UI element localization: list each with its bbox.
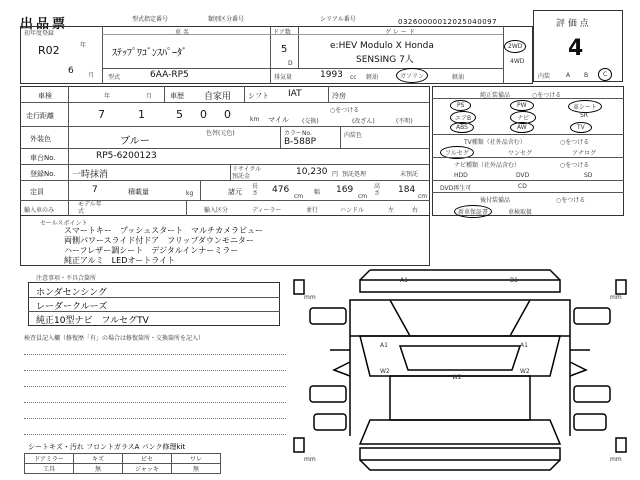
height-value: 184 [398,185,416,195]
equipment-note: ○をつける [532,92,562,99]
navi-sd: SD [584,172,593,179]
sales-point-2: 両側パワースライド付ドア フリップダウンモニター [64,236,254,245]
score-value: 4 [568,36,584,61]
equip-new-car-warranty: 新車保証書 [454,205,492,218]
height-unit: cm [418,193,428,200]
tv-type-label: TV種類（社外品含む） [464,139,526,146]
shift-value: IAT [288,89,302,99]
shaken-year: 年 [104,93,111,100]
steering-left: 左 [388,207,395,214]
fuel-option-gasoline: ガソリン [396,68,428,83]
length-label: 長さ [252,183,259,197]
recycle-amount: 10,230 [296,167,328,177]
mileage-digit-1: 7 [98,108,105,121]
meter-note: ○をつける [330,107,360,114]
equip-pw: PW [510,100,534,111]
damage-mark-front-a1: A1 [400,277,408,284]
damage-mark-right-a1: A1 [520,342,528,349]
import-parallel: 並行 [306,207,319,214]
tool-row-none-1: 無 [73,463,123,474]
mileage-label: 走行距離 [26,112,54,120]
navi-type-label: ナビ種類（社外品含む） [454,162,521,169]
door-count: 5 [281,44,288,55]
sales-points-label: セールスポイント [40,220,88,227]
navi-type-note: ○をつける [560,162,590,169]
height-label: 高さ [374,183,381,197]
chassis-number: RP5-6200123 [96,151,157,161]
capacity-label: 定員 [30,188,44,196]
recycle-status-deposited: 預託処理 [342,171,367,178]
displacement: 1993 [320,70,343,80]
tv-analog: アナログ [572,150,597,157]
color-change-label: 色替(元色) [206,130,235,137]
damage-mark-right-w2: W2 [520,368,530,375]
meter-label: マイル [268,116,289,124]
interior-label: 内装 [538,73,551,80]
serial-number: 03260000012025040097 [398,18,498,26]
door-label: ドア数 [273,29,291,36]
mm-label-bl: mm [304,456,316,463]
score-label: 評 価 点 [556,19,589,29]
tool-row-jack: ジャッキ [122,463,172,474]
color-code-label: カラーNo. [284,130,312,137]
load-unit: kg [186,190,194,197]
damage-mark-front-b1: B1 [510,277,518,284]
type-designation-label: 型式指定番号 [132,16,169,23]
tv-oneseg: ワンセグ [508,150,533,157]
meter-exchange: (交換) [302,118,319,125]
equip-manual: 車検取扱 [508,209,533,216]
color-label: 外装色 [30,135,51,143]
interior-a: A [566,72,571,79]
tool-header-scratch: キズ [73,453,123,464]
car-damage-diagram [290,266,630,476]
mileage-digit-3: 5 [176,108,183,121]
shaken-month: 月 [146,93,153,100]
capacity-value: 7 [92,185,98,195]
first-registration-label: 初年度登録 [24,30,55,37]
model-label: 型式 [108,74,121,81]
equip-aw: AW [510,122,534,133]
tool-row-none-2: 無 [171,463,221,474]
load-label: 積載量 [128,188,149,196]
inspector-note-label: 検査員記入欄（修復歴「有」の場合は修復箇所・交換箇所を記入） [24,335,205,342]
sales-point-1: スマートキー プッシュスタート マルチカメラビュー [64,226,263,235]
model-code: 6AA-RP5 [150,70,189,80]
car-name-label: 車 名 [175,29,189,36]
meter-tamper: (改ざん) [352,118,375,125]
equip-abs: ABS [450,122,474,133]
equip-navi: ナビ [510,111,536,124]
recycle-status-none: 未預託 [400,171,419,178]
aftermarket-note: ○をつける [556,197,586,204]
displacement-label: 排気量 [274,74,293,81]
width-value: 169 [336,185,354,195]
interior-b: B [584,72,589,79]
grade-line2: SENSING 7人 [356,55,414,65]
drive-4wd: 4WD [510,58,525,65]
shaken-label: 車検 [38,92,52,100]
interior-color-label: 内装色 [344,132,363,139]
equip-sr: SR [580,112,588,119]
serial-label: シリアル番号 [320,16,356,23]
ac-label: 冷房 [332,92,346,100]
mm-label-tl: mm [304,294,316,301]
grade-line1: e:HEV Modulo X Honda [330,41,434,51]
mm-label-tr: mm [610,294,622,301]
equip-leather: 革シート [568,100,602,113]
length-unit: cm [294,193,304,200]
steering-label: ハンドル [340,207,365,214]
registration-number: 一時抹消 [72,170,109,180]
sales-point-4: 純正アルミ LEDオートライト [64,256,176,265]
damage-mark-left-a1: A1 [380,342,388,349]
fuel-option-1: 軽油 [366,74,379,81]
year-unit: 年 [80,42,87,49]
tool-row-tools: 工具 [24,463,74,474]
mileage-digit-2: 1 [138,108,145,121]
notes-label: 注意事項・不具合箇所 [36,275,97,282]
sales-point-3: ハーフレザー調シート デジタルインナーミラー [64,246,239,255]
note-line-2: レーダークルーズ [36,302,108,312]
class-number-label: 類別区分番号 [208,16,245,23]
equipment-title: 純正装備品 [480,92,511,99]
import-type-label: 輸入区分 [204,207,229,214]
dims-label: 諸元 [228,188,242,196]
cc-unit: cc [350,74,357,81]
damage-mark-left-w2: W2 [380,368,390,375]
usage-value: 自家用 [204,92,232,102]
bottom-note: シートキズ・汚れ フロントガラスA パンク修理kit [28,443,186,451]
note-line-1: ホンダセンシング [36,288,108,298]
tool-header-mirror: ドアミラー [24,453,74,464]
km-unit: km [250,116,260,123]
tool-header-crack: ピセ [122,453,172,464]
door-suffix: D [288,60,293,67]
import-dealer: ディーラー [252,207,282,214]
grade-label: グ レ ー ド [385,29,415,36]
damage-mark-center-w2: W2 [452,374,462,381]
aftermarket-label: 後付装備品 [480,197,511,204]
mileage-digit-5: 0 [224,108,231,121]
inspection-block [20,86,430,216]
width-label: 幅 [314,189,321,196]
length-value: 476 [272,185,290,195]
chassis-label: 車台No. [30,154,56,162]
tool-header-break: ワレ [171,453,221,464]
navi-dvd: DVD [516,172,530,179]
tv-type-note: ○をつける [560,139,590,146]
era-year: R02 [38,44,60,57]
mileage-digit-4: 0 [200,108,207,121]
model-year-label: モデル年式 [78,201,102,215]
width-unit: cm [358,193,368,200]
equip-tv: TV [570,122,592,133]
equip-ps: PS [450,100,471,111]
dvd-cd: CD [518,183,527,190]
recycle-unit: 円 [332,171,339,178]
tv-fullseg: フルセグ [440,146,474,159]
color-value: ブルー [120,136,150,147]
equip-airbag: エアB [450,111,476,124]
page-title: 出品票 [20,17,69,32]
import-label: 輸入車のみ [24,207,55,214]
month-unit: 月 [88,72,95,79]
recycle-label: リサイクル預託金 [232,166,262,180]
dvd-label: DVD再生可 [440,185,472,192]
color-code: B-588P [284,137,317,147]
shift-label: シフト [248,92,269,100]
fuel-option-3: 軽油 [452,74,465,81]
navi-hdd: HDD [454,172,468,179]
registration-number-label: 登録No. [30,170,56,178]
drive-2wd: 2WD [504,40,526,53]
registration-month: 6 [68,66,74,76]
note-line-3: 純正10型ナビ フルセグTV [36,316,149,326]
interior-c: C [598,68,612,81]
steering-right: 右 [412,207,419,214]
car-name: ｽﾃｯﾌﾟﾜｺﾞﾝｽﾊﾟｰﾀﾞ [112,48,187,59]
usage-label: 車歴 [170,92,184,100]
meter-unknown: (不明) [396,118,413,125]
mm-label-br: mm [610,456,622,463]
